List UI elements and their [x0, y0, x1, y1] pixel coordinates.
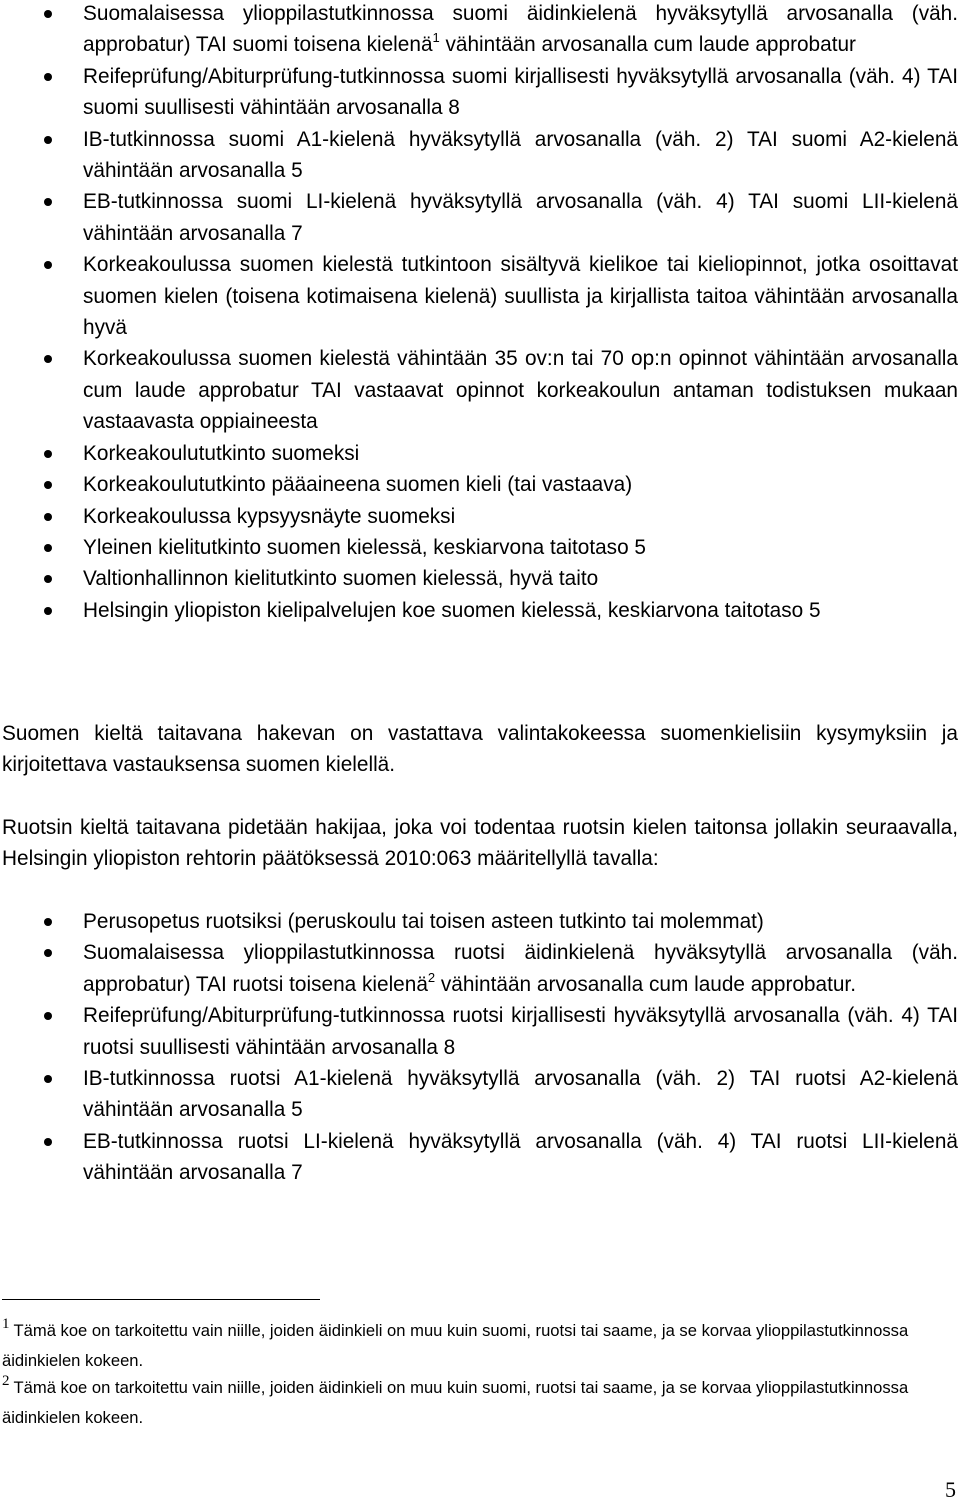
bullet-icon [44, 481, 52, 489]
list-item-text: IB-tutkinnossa suomi A1-kielenä hyväksytyllä arvosanalla (väh. 2) TAI suomi A2-kielenä vähintään arvosanalla 5 [83, 127, 958, 183]
finnish-skill-list [0, 0, 958, 626]
bullet-icon [44, 450, 52, 458]
bullet-icon [44, 544, 52, 552]
list-item [0, 1063, 958, 1126]
bullet-icon [44, 10, 52, 18]
bullet-icon [44, 1138, 52, 1146]
list-item-text: Yleinen kielitutkinto suomen kielessä, keskiarvona taitotaso 5 [83, 535, 646, 559]
list-item-text: Perusopetus ruotsiksi (peruskoulu tai toisen asteen tutkinto tai molemmat) [83, 910, 764, 933]
list-item-text: Korkeakoulussa suomen kielestä tutkintoon sisältyvä kielikoe tai kieliopinnot, jotka osoittavat suomen kielen (toisena kotimaisena kielenä) suullista ja kirjallista taitoa vähintään arvosanalla hyvä [83, 253, 958, 340]
footnote-ref[interactable]: 2 [427, 969, 436, 985]
footnote-1 [2, 1316, 952, 1376]
bullet-icon [44, 1075, 52, 1083]
bullet-icon [44, 73, 52, 81]
bullet-icon [44, 355, 52, 363]
list-item [0, 469, 958, 500]
bullet-icon [44, 136, 52, 144]
list-item-text: vähintään arvosanalla cum laude approbatur. [435, 972, 856, 996]
footnote-text: Tämä koe on tarkoitettu vain niille, joiden äidinkieli on muu kuin suomi, ruotsi tai saame, ja se korvaa ylioppilastutkinnossa äidinkielen kokeen. [2, 1378, 909, 1427]
finnish-exam-paragraph: Suomen kieltä taitavana hakevan on vastattava valintakokeessa suomenkielisiin kysymyksiin ja kirjoitettava vastauksensa suomen kielellä. [2, 722, 958, 777]
list-item [0, 1000, 958, 1063]
bullet-icon [44, 575, 52, 583]
page-number: 5 [945, 1477, 956, 1502]
footnote-number: 2 [2, 1373, 10, 1389]
bullet-icon [44, 607, 52, 615]
list-item [0, 532, 958, 563]
list-item [0, 937, 958, 1000]
list-item-text: Korkeakoulussa kypsyysnäyte suomeksi [83, 504, 456, 528]
list-item-text: Korkeakoulussa suomen kielestä vähintään 35 ov:n tai 70 op:n opinnot vähintään arvosanalla cum laude approbatur TAI vastaavat opinnot korkeakoulun antaman todistuksen mukaan vastaavasta oppiaineesta [83, 347, 958, 434]
list-item-text: Korkeakoulututkinto suomeksi [83, 441, 360, 465]
list-item-text: Reifeprüfung/Abiturprüfung-tutkinnossa ruotsi kirjallisesti hyväksytyllä arvosanalla (väh. 4) TAI ruotsi suullisesti vähintään arvosanalla 8 [83, 1004, 958, 1059]
list-item [0, 1126, 958, 1189]
list-item-text: Valtionhallinnon kielitutkinto suomen kielessä, hyvä taito [83, 567, 599, 591]
list-item [0, 438, 958, 469]
bullet-icon [44, 261, 52, 269]
footnote-ref[interactable]: 1 [432, 30, 440, 46]
list-item-text: Helsingin yliopiston kielipalvelujen koe suomen kielessä, keskiarvona taitotaso 5 [83, 598, 821, 622]
list-item [0, 595, 958, 626]
footnote-number: 1 [2, 1316, 10, 1332]
list-item-text: Reifeprüfung/Abiturprüfung-tutkinnossa suomi kirjallisesti hyväksytyllä arvosanalla (väh. 4) TAI suomi suullisesti vähintään arvosanalla 8 [83, 64, 958, 120]
swedish-skill-intro-paragraph: Ruotsin kieltä taitavana pidetään hakijaa, joka voi todentaa ruotsin kielen taitonsa jollakin seuraavalla, Helsingin yliopiston rehtorin päätöksessä 2010:063 määritellyllä tavalla: [2, 816, 958, 871]
bullet-icon [44, 1012, 52, 1020]
list-item-text: EB-tutkinnossa ruotsi LI-kielenä hyväksytyllä arvosanalla (väh. 4) TAI ruotsi LII-kielenä vähintään arvosanalla 7 [83, 1129, 958, 1185]
list-item [0, 501, 958, 532]
bullet-icon [44, 198, 52, 206]
list-item [0, 61, 958, 124]
list-item-text: Suomalaisessa ylioppilastutkinnossa suomi äidinkielenä hyväksytyllä arvosanalla (väh. approbatur) TAI suomi toisena kielenä [83, 2, 958, 57]
list-item-text: EB-tutkinnossa suomi LI-kielenä hyväksytyllä arvosanalla (väh. 4) TAI suomi LII-kielenä vähintään arvosanalla 7 [83, 190, 958, 245]
list-item [0, 0, 958, 61]
list-item-text: Korkeakoulututkinto pääaineena suomen kieli (tai vastaava) [83, 473, 633, 497]
list-item [0, 249, 958, 343]
list-item [0, 124, 958, 187]
list-item [0, 186, 958, 249]
list-item-text: IB-tutkinnossa ruotsi A1-kielenä hyväksytyllä arvosanalla (väh. 2) TAI ruotsi A2-kielenä vähintään arvosanalla 5 [83, 1067, 958, 1122]
footnote-text: Tämä koe on tarkoitettu vain niille, joiden äidinkieli on muu kuin suomi, ruotsi tai saame, ja se korvaa ylioppilastutkinnossa äidinkielen kokeen. [2, 1321, 909, 1370]
bullet-icon [44, 513, 52, 521]
footnote-separator [2, 1299, 320, 1300]
list-item [0, 906, 958, 937]
bullet-icon [44, 918, 52, 926]
list-item-text: Suomalaisessa ylioppilastutkinnossa ruotsi äidinkielenä hyväksytyllä arvosanalla (väh. approbatur) TAI ruotsi toisena kielenä [83, 941, 958, 996]
footnote-2 [2, 1373, 952, 1433]
list-item [0, 343, 958, 437]
bullet-icon [44, 949, 52, 957]
list-item [0, 563, 958, 594]
list-item-text: vähintään arvosanalla cum laude approbatur [439, 33, 856, 57]
swedish-skill-list [0, 906, 958, 1189]
